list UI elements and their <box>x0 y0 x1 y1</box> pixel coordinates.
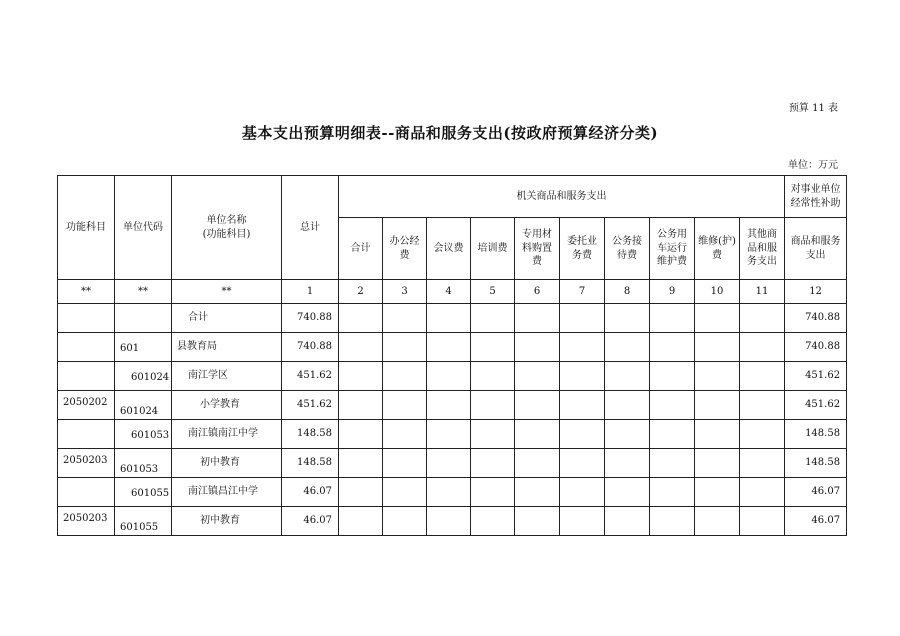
header-sub-6: 委托业务费 <box>560 218 605 280</box>
cell-empty <box>427 507 471 536</box>
header-unit-name <box>172 176 282 280</box>
header-unit-name-line1: 单位名称 <box>206 215 247 226</box>
cell-empty <box>515 304 560 333</box>
unit-code-text: 601053 <box>131 430 170 441</box>
cell-unit-code <box>115 420 172 449</box>
cell-empty <box>605 333 650 362</box>
cell-empty <box>740 478 785 507</box>
cell-empty <box>339 507 383 536</box>
cell-empty <box>650 333 695 362</box>
cell-empty <box>471 391 515 420</box>
cell-empty <box>560 449 605 478</box>
index-cell: 3 <box>383 280 427 304</box>
cell-total: 148.58 <box>282 420 339 449</box>
table-number-label: 预算 11 表 <box>788 103 838 114</box>
cell-func-subject <box>58 449 115 478</box>
cell-empty <box>383 449 427 478</box>
header-func-subject: 功能科目 <box>58 176 115 280</box>
cell-empty <box>605 304 650 333</box>
cell-subsidy: 46.07 <box>785 507 847 536</box>
cell-empty <box>650 391 695 420</box>
table-row <box>58 507 847 536</box>
cell-unit-code <box>115 507 172 536</box>
cell-empty <box>515 391 560 420</box>
cell-unit-code <box>115 478 172 507</box>
cell-empty <box>560 507 605 536</box>
cell-total: 451.62 <box>282 391 339 420</box>
cell-empty <box>427 362 471 391</box>
cell-empty <box>427 420 471 449</box>
header-group-subsidy: 对事业单位经常性补助 <box>785 176 847 218</box>
cell-func-subject <box>58 304 115 333</box>
cell-empty <box>695 449 740 478</box>
index-cell: ** <box>115 280 172 304</box>
cell-unit-name: 合计 <box>172 304 282 333</box>
unit-code-text: 601055 <box>131 488 170 499</box>
cell-empty <box>605 507 650 536</box>
cell-empty <box>740 449 785 478</box>
cell-empty <box>695 304 740 333</box>
unit-code-text: 601 <box>120 343 140 354</box>
cell-empty <box>471 449 515 478</box>
cell-func-subject <box>58 478 115 507</box>
cell-empty <box>471 333 515 362</box>
header-sub-2: 办公经费 <box>383 218 427 280</box>
cell-empty <box>383 507 427 536</box>
index-cell: 6 <box>515 280 560 304</box>
cell-empty <box>339 333 383 362</box>
cell-empty <box>427 391 471 420</box>
cell-func-subject <box>58 507 115 536</box>
cell-empty <box>740 333 785 362</box>
header-row-top <box>58 176 847 218</box>
cell-unit-name: 县教育局 <box>172 333 282 362</box>
cell-empty <box>427 449 471 478</box>
table-row <box>58 478 847 507</box>
cell-subsidy: 148.58 <box>785 449 847 478</box>
cell-total: 740.88 <box>282 304 339 333</box>
header-sub-1: 合计 <box>339 218 383 280</box>
index-row <box>58 280 847 304</box>
cell-unit-code <box>115 304 172 333</box>
cell-empty <box>427 478 471 507</box>
cell-empty <box>471 420 515 449</box>
index-cell: 2 <box>339 280 383 304</box>
header-sub-11: 商品和服务支出 <box>785 218 847 280</box>
cell-empty <box>339 420 383 449</box>
cell-empty <box>740 420 785 449</box>
cell-empty <box>339 362 383 391</box>
unit-code-text: 601053 <box>120 463 159 475</box>
cell-total: 451.62 <box>282 362 339 391</box>
cell-empty <box>605 362 650 391</box>
header-unit-code: 单位代码 <box>115 176 172 280</box>
cell-unit-name: 南江镇南江中学 <box>172 420 282 449</box>
header-sub-7: 公务接待费 <box>605 218 650 280</box>
cell-subsidy: 451.62 <box>785 362 847 391</box>
unit-code-text: 601055 <box>120 521 159 533</box>
unit-label: 单位：万元 <box>788 160 838 171</box>
cell-unit-code <box>115 391 172 420</box>
cell-total: 46.07 <box>282 478 339 507</box>
cell-func-subject <box>58 362 115 391</box>
cell-empty <box>740 391 785 420</box>
func-subject-code: 2050202 <box>63 397 108 408</box>
cell-empty <box>339 304 383 333</box>
cell-empty <box>650 362 695 391</box>
cell-empty <box>695 333 740 362</box>
cell-empty <box>383 391 427 420</box>
index-cell: 5 <box>471 280 515 304</box>
cell-subsidy: 451.62 <box>785 391 847 420</box>
cell-empty <box>560 420 605 449</box>
cell-empty <box>383 478 427 507</box>
cell-empty <box>339 391 383 420</box>
cell-empty <box>560 304 605 333</box>
cell-empty <box>650 420 695 449</box>
cell-empty <box>560 362 605 391</box>
cell-func-subject <box>58 333 115 362</box>
cell-func-subject <box>58 391 115 420</box>
cell-empty <box>605 420 650 449</box>
header-sub-3: 会议费 <box>427 218 471 280</box>
cell-empty <box>471 362 515 391</box>
cell-empty <box>740 362 785 391</box>
index-cell: 12 <box>785 280 847 304</box>
cell-empty <box>471 507 515 536</box>
func-subject-code: 2050203 <box>63 455 108 466</box>
index-cell: 9 <box>650 280 695 304</box>
cell-empty <box>650 507 695 536</box>
cell-empty <box>740 507 785 536</box>
cell-empty <box>650 449 695 478</box>
cell-empty <box>560 391 605 420</box>
cell-unit-code <box>115 362 172 391</box>
cell-empty <box>695 478 740 507</box>
cell-total: 740.88 <box>282 333 339 362</box>
cell-func-subject <box>58 420 115 449</box>
cell-empty <box>471 304 515 333</box>
table-row <box>58 304 847 333</box>
cell-empty <box>515 333 560 362</box>
table-row <box>58 362 847 391</box>
func-subject-code: 2050203 <box>63 513 108 524</box>
document-title: 基本支出预算明细表--商品和服务支出(按政府预算经济分类) <box>241 124 659 142</box>
index-cell: 10 <box>695 280 740 304</box>
cell-unit-name: 南江镇昌江中学 <box>172 478 282 507</box>
index-cell: 1 <box>282 280 339 304</box>
unit-code-text: 601024 <box>131 372 170 383</box>
cell-empty <box>383 304 427 333</box>
cell-empty <box>740 304 785 333</box>
cell-empty <box>471 478 515 507</box>
cell-empty <box>695 391 740 420</box>
cell-empty <box>383 333 427 362</box>
index-cell: 4 <box>427 280 471 304</box>
cell-empty <box>650 478 695 507</box>
header-sub-9: 维修(护)费 <box>695 218 740 280</box>
cell-subsidy: 740.88 <box>785 333 847 362</box>
cell-total: 148.58 <box>282 449 339 478</box>
cell-empty <box>605 478 650 507</box>
cell-empty <box>515 478 560 507</box>
cell-empty <box>695 420 740 449</box>
table-row <box>58 420 847 449</box>
cell-empty <box>515 507 560 536</box>
cell-empty <box>650 304 695 333</box>
cell-unit-code <box>115 449 172 478</box>
cell-subsidy: 740.88 <box>785 304 847 333</box>
cell-unit-name: 南江学区 <box>172 362 282 391</box>
cell-empty <box>339 478 383 507</box>
cell-empty <box>383 420 427 449</box>
cell-empty <box>695 362 740 391</box>
cell-empty <box>605 391 650 420</box>
cell-empty <box>427 304 471 333</box>
cell-subsidy: 148.58 <box>785 420 847 449</box>
cell-empty <box>515 362 560 391</box>
cell-empty <box>695 507 740 536</box>
header-sub-5: 专用材料购置费 <box>515 218 560 280</box>
header-total: 总计 <box>282 176 339 280</box>
cell-empty <box>560 478 605 507</box>
index-cell: 8 <box>605 280 650 304</box>
header-sub-4: 培训费 <box>471 218 515 280</box>
table-row <box>58 333 847 362</box>
cell-unit-name: 初中教育 <box>172 449 282 478</box>
cell-empty <box>427 333 471 362</box>
header-sub-8: 公务用车运行维护费 <box>650 218 695 280</box>
cell-subsidy: 46.07 <box>785 478 847 507</box>
table-row <box>58 391 847 420</box>
cell-empty <box>605 449 650 478</box>
unit-code-text: 601024 <box>120 405 159 417</box>
index-cell: ** <box>172 280 282 304</box>
cell-empty <box>515 420 560 449</box>
cell-empty <box>383 362 427 391</box>
cell-empty <box>339 449 383 478</box>
index-cell: 7 <box>560 280 605 304</box>
cell-empty <box>560 333 605 362</box>
header-group-org: 机关商品和服务支出 <box>339 176 785 218</box>
budget-table <box>57 175 847 536</box>
cell-unit-name: 小学教育 <box>172 391 282 420</box>
table-row <box>58 449 847 478</box>
table-body <box>58 304 847 536</box>
index-cell: 11 <box>740 280 785 304</box>
cell-total: 46.07 <box>282 507 339 536</box>
index-cell: ** <box>58 280 115 304</box>
header-sub-10: 其他商品和服务支出 <box>740 218 785 280</box>
cell-empty <box>515 449 560 478</box>
cell-unit-code <box>115 333 172 362</box>
cell-unit-name: 初中教育 <box>172 507 282 536</box>
header-unit-name-line2: (功能科目) <box>202 228 251 240</box>
